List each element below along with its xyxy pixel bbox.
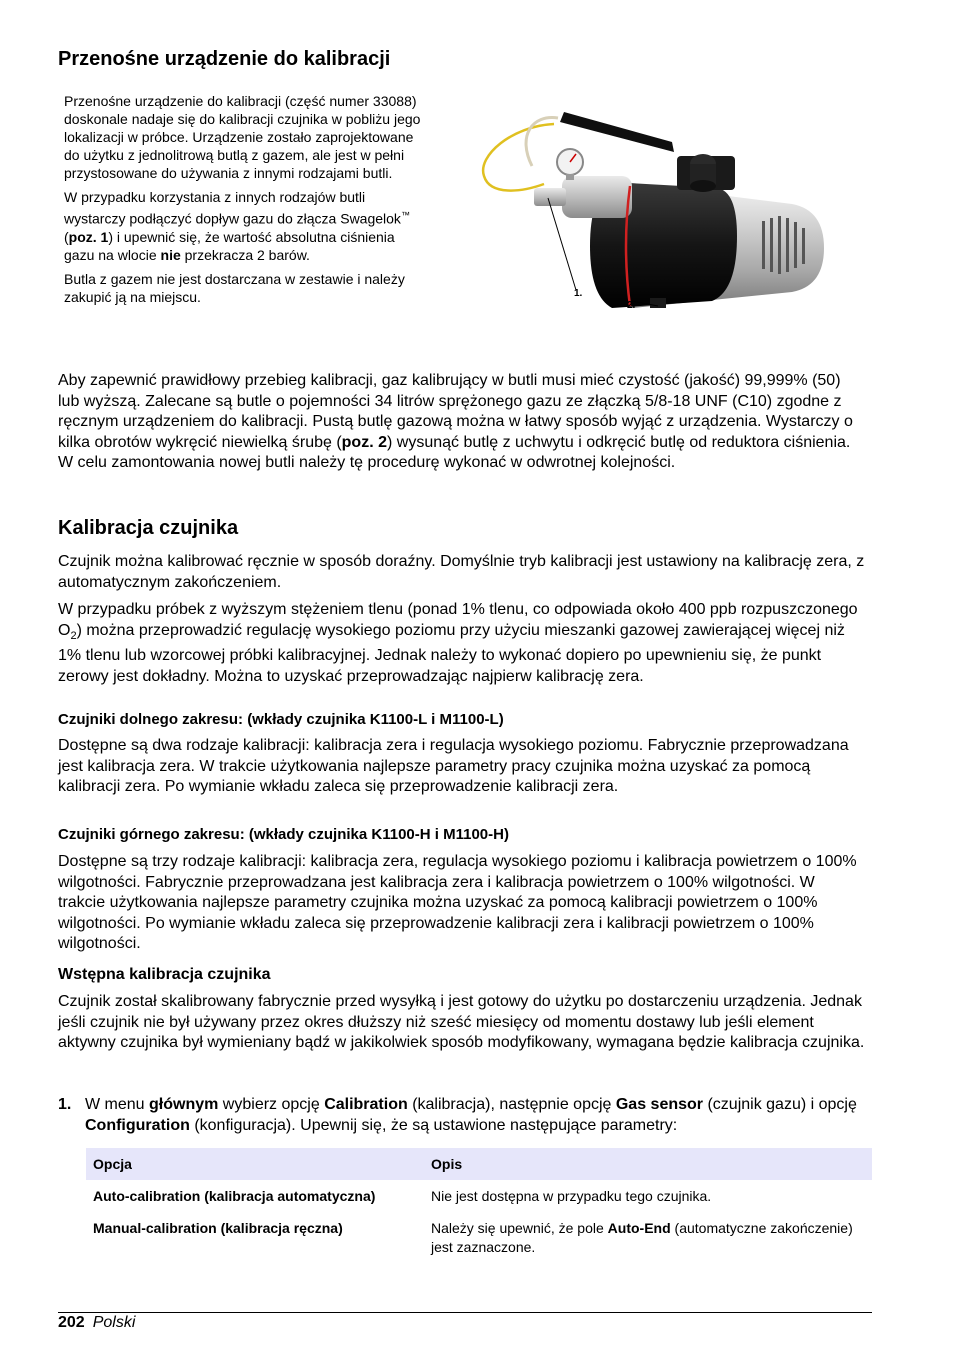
initial-calibration-heading: Wstępna kalibracja czujnika bbox=[58, 966, 271, 983]
intro-2-text-c: ) i upewnić się, że wartość absolutna ciśnienia gazu na wlocie bbox=[64, 228, 395, 263]
calibration-device-illustration bbox=[462, 96, 854, 322]
desc-text: Nie jest dostępna w przypadku tego czujnika. bbox=[431, 1188, 712, 1204]
step-1-text-1: W menu bbox=[85, 1096, 150, 1113]
desc-text-b: (automatyczne zakończenie) jest zaznaczone. bbox=[431, 1220, 853, 1255]
page-footer bbox=[58, 1313, 135, 1333]
initial-calibration-paragraph: Czujnik został skalibrowany fabrycznie przed wysyłką i jest gotowy do użytku po dostarczeniu urządzenia. Jednak jeśli czujnik nie był używany przez okres dłuższy niż sześć miesięcy od momentu dostawy lub jeśli element aktywny czujnika był wymieniany bądź w jakikolwiek sposób modyfikowany, wymagana będzie kalibracja czujnika. bbox=[58, 993, 865, 1051]
parameters-table bbox=[86, 1148, 872, 1263]
table-cell-option: Manual-calibration (kalibracja ręczna) bbox=[93, 1220, 343, 1236]
intro-2-text-b: ( bbox=[64, 228, 69, 245]
table-header-description: Opis bbox=[424, 1148, 872, 1180]
step-1-text-2: wybierz opcję bbox=[218, 1096, 325, 1113]
desc-text-a: Należy się upewnić, że pole bbox=[431, 1220, 608, 1236]
bottle-paragraph-text-a: Aby zapewnić prawidłowy przebieg kalibracji, gaz kalibrujący w butli musi mieć czystość (jakość) 99,999% (50) lub wyższą. Zalecane są butle o pojemności 34 litrów sprężonego gazu ze złączką 5/8-18 UNF (C10) zgodne z ręcznym urządzeniem do kalibracji. Pustą butlę gazową można w łatwy sposób wyjąć z urządzenia. Wystarczy o kilka obrotów wykręcić niewielką śrubę ( bbox=[58, 372, 853, 451]
low-range-heading: Czujniki dolnego zakresu: (wkłady czujnika K1100-L i M1100-L) bbox=[58, 711, 504, 728]
table-cell-option: Auto-calibration (kalibracja automatyczna) bbox=[93, 1188, 376, 1204]
table-cell-description bbox=[424, 1212, 872, 1263]
table-cell-description bbox=[424, 1180, 872, 1212]
footer-divider bbox=[58, 1312, 872, 1313]
callout-label-1: 1. bbox=[574, 288, 583, 299]
step-1-text-5: (konfiguracja). Upewnij się, że są ustawione następujące parametry: bbox=[189, 1116, 678, 1134]
high-range-paragraph: Dostępne są trzy rodzaje kalibracji: kalibracja zera, regulacja wysokiego poziomu i kalibracja powietrzem o 100% wilgotności. Fabrycznie przeprowadzana jest kalibracja zera i kalibracja powietrzem o 100% wilgotności. W trakcie użytkowania najlepsze parametry czujnika można uzyskać za pomocą kalibracji powietrzem o 100% wilgotności. Po wymianie wkładu zaleca się przeprowadzenie kalibracji zera i kalibracji powietrzem o 100% wilgotności. bbox=[58, 853, 857, 952]
bottle-paragraph bbox=[58, 371, 866, 474]
section-title-portable-calibrator: Przenośne urządzenie do kalibracji bbox=[58, 48, 391, 70]
trademark-symbol: ™ bbox=[400, 210, 410, 220]
section-title-sensor-calibration: Kalibracja czujnika bbox=[58, 517, 239, 539]
table-row bbox=[86, 1212, 872, 1263]
calibration-p2-text-b: ) można przeprowadzić regulację wysokiego poziomu przy użyciu mieszanki gazowej zawierającej więcej niż 1% tlenu lub wzorcowej próbki kalibracyjnej. Jednak należy to wykonać dopiero po upewnieniu się, że punkt zerowy jest dokładny. Można to uzyskać przeprowadzając najpierw kalibrację zera. bbox=[58, 621, 845, 685]
calibration-paragraph-1: Czujnik można kalibrować ręcznie w sposób doraźny. Domyślnie tryb kalibracji jest ustawiony na kalibrację zera, z automatycznym zakończeniem. bbox=[58, 553, 865, 591]
step-1-text-4: (czujnik gazu) i opcję bbox=[703, 1096, 857, 1113]
low-range-paragraph: Dostępne są dwa rodzaje kalibracji: kalibracja zera i regulacja wysokiego poziomu. Fabrycznie przeprowadzana jest kalibracja zera. W trakcie użytkowania najlepsze parametry pracy czujnika można uzyskać za pomocą kalibracji zera. Po wymianie wkładu zaleca się przeprowadzenie kalibracji zera. bbox=[58, 737, 849, 795]
callout-ref-2: poz. 2 bbox=[341, 433, 387, 451]
step-1-menu-main: głównym bbox=[149, 1096, 219, 1113]
intro-text-block bbox=[64, 92, 424, 306]
page-number: 202 bbox=[58, 1314, 85, 1331]
desc-auto-end: Auto-End bbox=[607, 1220, 671, 1236]
step-1-menu-calibration: Calibration bbox=[324, 1096, 408, 1113]
screw bbox=[650, 298, 666, 308]
bottle-paragraph-text-b: ) wysunąć butlę z uchwytu i odkręcić butlę od reduktora ciśnienia. W celu zamontowania nowej butli należy tę procedurę wykonać w odwrotnej kolejności. bbox=[58, 433, 851, 471]
oxygen-subscript: 2 bbox=[70, 629, 77, 642]
table-header-option: Opcja bbox=[86, 1148, 424, 1180]
calibration-paragraph-2 bbox=[58, 600, 866, 687]
intro-2-emphasis: nie bbox=[160, 246, 181, 263]
intro-paragraph-2 bbox=[64, 188, 424, 264]
intro-paragraph-1: Przenośne urządzenie do kalibracji (część numer 33088) doskonale nadaje się do kalibracji czujnika w pobliżu jego lokalizacji w próbce. Urządzenie zostało zaprojektowane do użytku z jednolitrową butlą z gazem, ale jest w pełni przystosowane do używania z innymi rodzajami butli. bbox=[64, 93, 421, 181]
calibration-device-figure bbox=[462, 96, 854, 322]
callout-label-2: 2. bbox=[627, 300, 636, 311]
step-1-text-3: (kalibracja), następnie opcję bbox=[407, 1096, 616, 1113]
step-number-1: 1. bbox=[58, 1096, 72, 1113]
callout-ref-1: poz. 1 bbox=[68, 228, 109, 245]
table-row bbox=[86, 1180, 872, 1212]
table-header-row bbox=[86, 1148, 872, 1180]
regulator bbox=[562, 176, 632, 218]
intro-2-text-a: W przypadku korzystania z innych rodzajów butli wystarczy podłączyć dopływ gazu do złącza Swagelok bbox=[64, 189, 401, 227]
calibration-p2-text-a: W przypadku próbek z wyższym stężeniem tlenu (ponad 1% tlenu, co odpowiada około 400 ppb rozpuszczonego O bbox=[58, 601, 858, 639]
high-range-heading: Czujniki górnego zakresu: (wkłady czujnika K1100-H i M1100-H) bbox=[58, 826, 509, 843]
lever-handle bbox=[560, 112, 674, 152]
intro-2-text-d: przekracza 2 barów. bbox=[180, 246, 310, 263]
footer-language: Polski bbox=[92, 1314, 136, 1331]
step-1-menu-configuration: Configuration bbox=[85, 1116, 190, 1134]
step-1-menu-gas-sensor: Gas sensor bbox=[615, 1096, 704, 1113]
yellow-tube bbox=[483, 124, 554, 191]
step-1-text bbox=[85, 1095, 875, 1136]
intro-paragraph-3: Butla z gazem nie jest dostarczana w zestawie i należy zakupić ją na miejscu. bbox=[64, 270, 405, 305]
